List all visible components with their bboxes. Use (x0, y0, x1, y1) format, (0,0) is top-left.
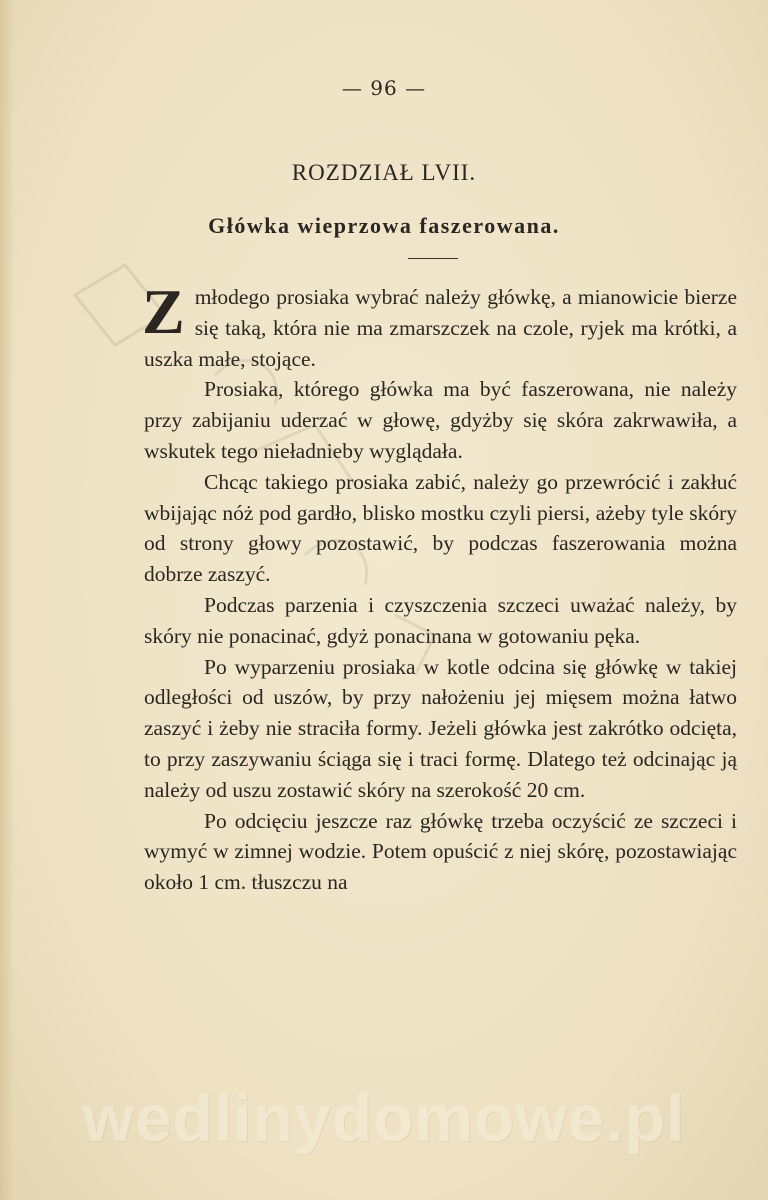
chapter-heading: ROZDZIAŁ LVII. (291, 160, 477, 185)
title-divider (408, 258, 458, 259)
paragraph-6: Po odcięciu jeszcze raz główkę trzeba oczyścić ze szczeci i wymyć w zimnej wodzie. Potem opuścić z niej skórę, pozostawiając około 1 cm. tłuszczu na (144, 808, 737, 895)
recipe-title: Główka wieprzowa faszerowana. (208, 213, 560, 238)
body-text (142, 276, 737, 898)
paragraph-4: Podczas parzenia i czyszczenia szczeci uważać należy, by skóry nie ponacinać, gdyż ponacinana w gotowaniu pęka. (144, 592, 737, 648)
paragraph-1 (142, 276, 737, 374)
drop-cap: Z (142, 276, 185, 347)
paragraph-2: Prosiaka, którego główka ma być faszerowana, nie należy przy zabijaniu uderzać w głowę, gdyżby się skóra zakrwawiła, a wskutek tego nieładnieby wyglądała. (144, 377, 737, 463)
paragraph-5: Po wyparzeniu prosiaka w kotle odcina się główkę w takiej odległości od uszów, by przy nałożeniu jej mięsem można łatwo zaszyć i żeby nie straciła formy. Jeżeli główka jest zakrótko odcięta, to przy zaszywaniu ściąga się i traci formę. Dlatego też odcinając ją należy od uszu zostawić skóry na szerokość 20 cm. (144, 654, 737, 802)
paragraph-3: Chcąc takiego prosiaka zabić, należy go przewrócić i zakłuć wbijając nóż pod gardło, blisko mostku czyli piersi, ażeby tyle skóry od strony głowy pozostawić, by podczas faszerowania można dobrze zaszyć. (144, 469, 737, 587)
paragraph-1-text: młodego prosiaka wybrać należy główkę, a mianowicie bierze się taką, która nie ma zmarszczek na czole, ryjek ma krótki, a uszka małe, stojące. (144, 285, 737, 371)
site-watermark: wedlinydomowe.pl (82, 1081, 686, 1155)
page-number-header: — 96 — (341, 76, 427, 100)
